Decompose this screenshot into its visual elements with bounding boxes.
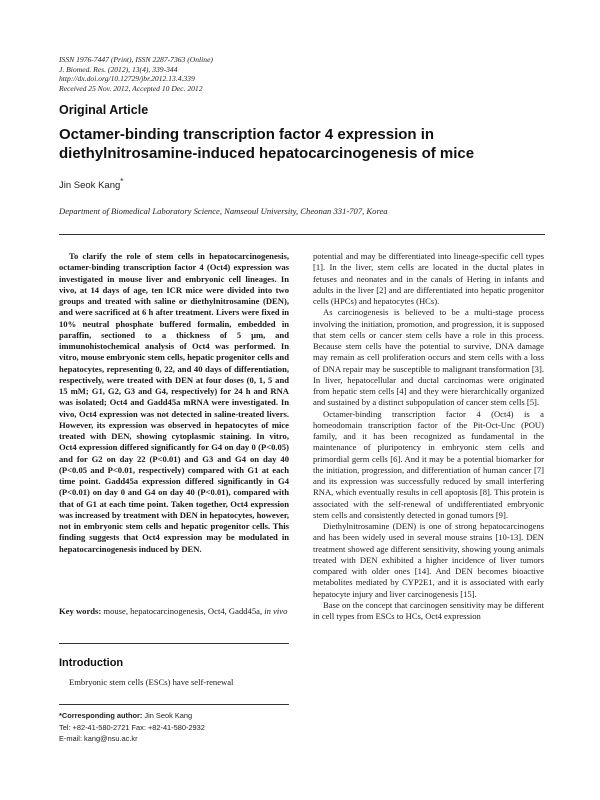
body-paragraph: Diethylnitrosamine (DEN) is one of strong hepatocarcinogens and has been widely used in several mouse strains [10-13]. DEN treatment showed age different sensitivity, showing young animals treated with DEN exhibited a higher incidence of liver tumors compared with older ones [14]. And DEN becomes bioactive metabolites mediated by CYP2E1, and it is associated with early hepatocyte injury and liver carcinogenesis [15]. <box>313 521 544 599</box>
body-paragraph: Octamer-binding transcription factor 4 (Oct4) is a homeodomain transcription factor of the Pit-Oct-Unc (POU) family, and it has been recognized as fundamental in the maintenance of pluripotency in embryonic stem cells and primordial germ cells [6]. And it may be a potential biomarker for the initiation, progression, and differentiation of human cancer [7] and its expression was successfully reduced by small interfering RNA, which eventually results in cell apoptosis [8]. This protein is associated with the self-renewal of undifferentiated embryonic stem cells and consistently detected in gonad tumors [9]. <box>313 408 544 520</box>
corr-name: Jin Seok Kang <box>144 711 193 720</box>
keywords <box>59 606 289 617</box>
doi-link[interactable]: http://dx.doi.org/10.12729/jbr.2012.13.4.339 <box>59 74 195 84</box>
author-line <box>59 177 123 191</box>
corresponding-mark: * <box>120 177 124 186</box>
body-paragraph: potential and may be differentiated into lineage-specific cell types [1]. In the liver, stem cells are located in the ductal plates in fetuses and neonates and in the canals of Hering in infants and adults in the liver [2] and are differentiated into hepatic progenitor cells (HPCs) and hepatocytes (HCs). <box>313 251 544 306</box>
intro-text <box>59 677 289 688</box>
corr-label: *Corresponding author: <box>59 711 143 720</box>
article-type: Original Article <box>59 103 149 117</box>
abstract-text: To clarify the role of stem cells in hepatocarcinogenesis, octamer-binding transcription factor 4 (Oct4) expression was investigated in mouse liver and embryonic cell lineages. In vivo, at 14 days of age, ten ICR mice were divided into two groups and treated with saline or diethylnitrosamine (DEN), and were sacrificed at 6 h after treatment. Livers were fixed in 10% neutral phosphate buffered formalin, embedded in paraffin, sectioned to a thickness of 5 μm, and immunohistochemical analysis of Oct4 was performed. In vitro, mouse embryonic stem cells, hepatic progenitor cells and hepatocytes, representing 0, 22, and 40 days of differentiation, respectively, were treated with DEN at four doses (0, 1, 5 and 15 mM; G1, G2, G3 and G4, respectively) for 24 h and RNA was isolated; Oct4 and Gadd45a mRNA were investigated. In vivo, Oct4 expression was not detected in saline-treated livers. However, its expression was observed in hepatocytes of mice treated with DEN, showing cytoplasmic staining. In vitro, Oct4 expression differed significantly for G4 on day 0 (P<0.05) and for G2 on day 22 (P<0.01) and G3 and G4 on day 40 (P<0.05 and P<0.01, respectively) compared with G1 at each time point. Gadd45a expression differed significantly in G4 (P<0.01) on day 0 and G4 on day 40 (P<0.01), compared with that of G1 at each time point. Taken together, Oct4 expression was increased by treatment with DEN in hepatocytes, however, not in embryonic stem cells and hepatic progenitor cells. This finding suggests that Oct4 expression may be modulated in hepatocarcinogenesis induced by DEN. <box>59 251 289 554</box>
intro-heading: Introduction <box>59 657 124 669</box>
corr-email[interactable]: E-mail: kang@nsu.ac.kr <box>59 734 138 743</box>
right-column <box>313 251 544 622</box>
article-title: Octamer-binding transcription factor 4 expression in diethylnitrosamine-induced hepatocarcinogenesis of mice <box>59 126 475 162</box>
footnote-divider <box>59 704 289 705</box>
citation-line: J. Biomed. Res. (2012), 13(4), 339-344 <box>59 64 178 74</box>
keywords-italic: in vivo <box>264 606 288 616</box>
abstract <box>59 251 289 555</box>
header-divider <box>59 234 545 235</box>
corr-phone: Tel: +82-41-580-2721 Fax: +82-41-580-2932 <box>59 722 205 732</box>
keywords-terms: mouse, hepatocarcinogenesis, Oct4, Gadd45a, <box>103 606 263 616</box>
dates-line: Received 25 Nov. 2012, Accepted 10 Dec. 2012 <box>59 83 203 93</box>
keywords-label: Key words: <box>59 606 102 616</box>
issn-line: ISSN 1976-7447 (Print), ISSN 2287-7363 (Online) <box>59 55 213 64</box>
author-name: Jin Seok Kang <box>59 180 121 192</box>
correspondence-footnote <box>59 710 289 745</box>
body-paragraph: As carcinogenesis is believed to be a multi-stage process involving the initiation, promotion, and progression, it is supposed that stem cells or cancer stem cells have a role in this process. Because stem cells have the potential to survive, DNA damage may remain as cell proliferation occurs and stem cells with a loss of DNA repair may be susceptible to malignant transformation [3]. In liver, hepatocellular and ductal carcinomas were originated from hepatic stem cells [4] and they were hierarchically organized and sustained by a distinct subpopulation of cancer stem cells [5]. <box>313 307 544 408</box>
journal-header <box>59 55 213 93</box>
intro-paragraph: Embryonic stem cells (ESCs) have self-renewal <box>69 677 234 687</box>
affiliation: Department of Biomedical Laboratory Science, Namseoul University, Cheonan 331-707, Korea <box>59 206 388 216</box>
body-paragraph: Base on the concept that carcinogen sensitivity may be different in cell types from ESCs to HCs, Oct4 expression <box>313 599 544 621</box>
keywords-divider <box>59 643 289 644</box>
